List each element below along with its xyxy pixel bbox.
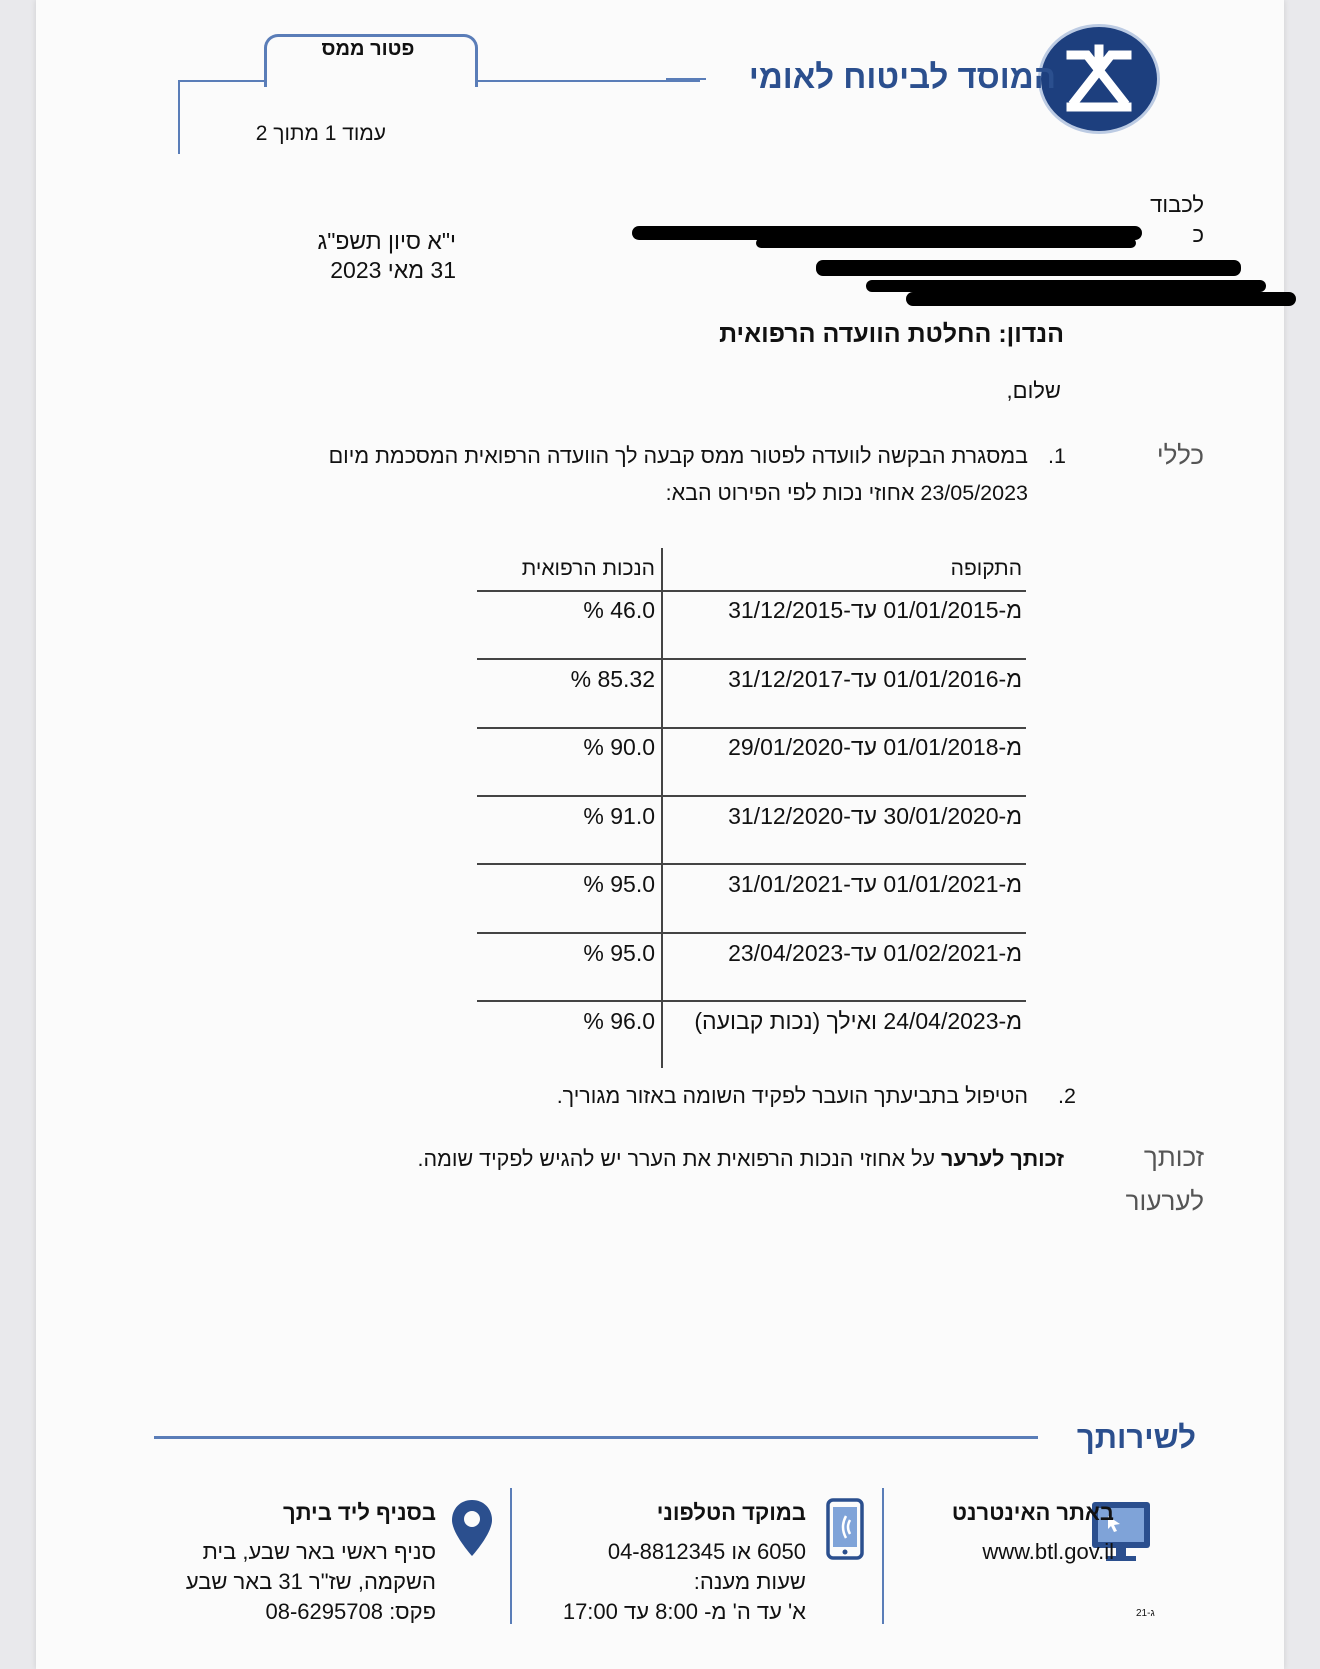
phone-hours: א' עד ה' מ- 8:00 עד 17:00 [562,1599,806,1624]
table-header-period: התקופה [950,557,1022,580]
appeal-paragraph [286,1141,1064,1178]
paragraph-2-text: הטיפול בתביעתך הועבר לפקיד השומה באזור מגוריך. [556,1084,1028,1108]
paragraph-1-number: 1. [1048,444,1066,468]
redaction-bar [816,260,1241,276]
greeting: שלום, [1006,378,1061,403]
redaction-bar [906,292,1296,306]
table-row-percent: 96.0 % [583,1008,655,1034]
paragraph-1-line-2: 23/05/2023 אחוזי נכות לפי הפירוט הבא: [665,481,1028,505]
recipient-line-partial: כ [1192,222,1204,247]
tab-label: פטור ממס [321,38,415,60]
table-row-percent: 95.0 % [583,940,655,966]
header-frame-left [178,80,180,154]
letter-subject: הנדון: החלטת הוועדה הרפואית [719,320,1064,348]
institution-name: המוסד לביטוח לאומי [748,58,1056,95]
footer-title: לשירותך [1076,1420,1196,1455]
website-link[interactable]: www.btl.gov.il [982,1539,1114,1564]
letter-page [36,0,1284,1669]
form-code: ג-21 [1136,1608,1155,1619]
table-rule [477,932,1026,934]
table-row-percent: 90.0 % [583,734,655,760]
page-number: עמוד 1 מתוך 2 [255,122,386,145]
redaction-bar [756,238,1136,248]
table-rule [477,795,1026,797]
branch-address-line-1: סניף ראשי באר שבע, בית [202,1539,436,1564]
table-row-percent: 85.32 % [570,666,655,692]
branch-fax: פקס: 08-6295708 [265,1599,436,1624]
footer-divider [882,1488,884,1624]
branch-heading: בסניף ליד ביתך [283,1500,436,1525]
phone-heading: במוקד הטלפוני [656,1500,806,1525]
table-column-divider [661,548,663,1068]
table-row-period: מ-01/01/2015 עד-31/12/2015 [728,597,1022,623]
table-row-period: מ-01/01/2018 עד-29/01/2020 [728,734,1022,760]
footer-rule [154,1436,1038,1439]
appeal-bold-phrase: זכותך לערער [940,1147,1064,1171]
table-row-percent: 91.0 % [583,803,655,829]
gregorian-date: 31 מאי 2023 [330,257,456,283]
paragraph-2-number: 2. [1058,1084,1076,1108]
table-rule [477,863,1026,865]
location-pin-icon [450,1498,494,1563]
table-rule [477,727,1026,729]
phone-numbers: 6050 או 04-8812345 [607,1539,806,1564]
paragraph-1-line-1: במסגרת הבקשה לוועדה לפטור ממס קבעה לך הוועדה הרפואית המסכמת מיום [328,444,1028,468]
header-rule-left [178,80,266,82]
footer-divider [510,1488,512,1624]
side-label-appeal-1: זכותך [1143,1142,1204,1172]
table-row-percent: 95.0 % [583,871,655,897]
branch-address-line-2: השקמה, שז"ר 31 באר שבע [185,1569,436,1594]
table-row-percent: 46.0 % [583,597,655,623]
table-row-period: מ-01/01/2021 עד-31/01/2021 [728,871,1022,897]
mobile-phone-icon [826,1498,864,1565]
table-row-period: מ-01/01/2016 עד-31/12/2017 [728,666,1022,692]
table-row-period: מ-01/02/2021 עד-23/04/2023 [728,940,1022,966]
phone-hours-label: שעות מענה: [693,1569,806,1594]
redaction-bar [866,280,1266,292]
table-rule [477,1000,1026,1002]
table-header-disability: הנכות הרפואית [521,557,655,580]
appeal-text: על אחוזי הנכות הרפואית את הערר יש להגיש לפקיד שומה. [417,1147,941,1171]
side-label-appeal-2: לערעור [1125,1186,1204,1216]
table-row-period: מ-30/01/2020 עד-31/12/2020 [728,803,1022,829]
internet-heading: באתר האינטרנט [951,1500,1114,1525]
table-rule [477,658,1026,660]
hebrew-date: י"א סיון תשפ"ג [317,228,456,254]
side-label-general: כללי [1156,440,1204,470]
recipient-salutation: לכבוד [1150,192,1204,217]
table-row-period: מ-24/04/2023 ואילך (נכות קבועה) [694,1008,1022,1034]
btl-logo-icon [1038,24,1160,134]
header-rule-mid [472,80,700,82]
table-rule [477,590,1026,592]
